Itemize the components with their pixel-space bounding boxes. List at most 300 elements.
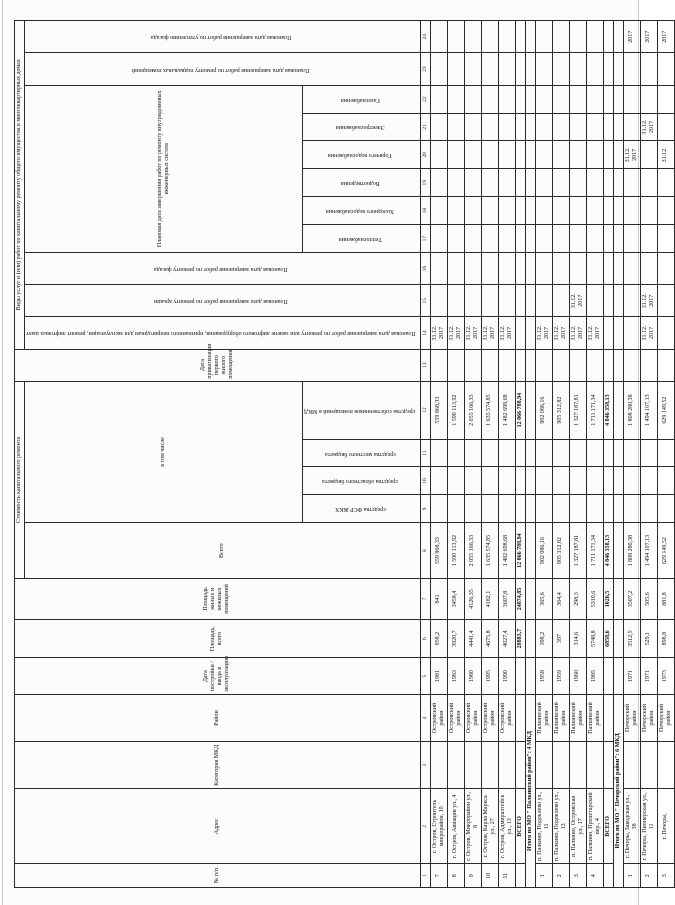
hot-water-date-cell: 31.12. [657,141,674,169]
section-blank-cell [613,169,623,197]
total-blank-cell [603,349,613,381]
lift-date-cell: 31.12. 2017 [535,317,552,349]
column-number: 5 [420,658,430,694]
cold-water-date-cell [535,197,552,225]
section-blank-cell [613,253,623,285]
basement-date-cell [498,53,515,85]
total-blank-cell [603,113,613,141]
section-blank-cell [525,169,535,197]
section-blank-cell [613,467,623,495]
scan-edge-left [2,0,3,905]
section-blank-cell [613,113,623,141]
category-cell [569,742,586,789]
privatization-date-cell [447,349,464,381]
section-blank-cell [525,53,535,85]
area-total-cell: 958,2 [430,619,447,658]
hot-water-date-cell [552,141,569,169]
section-title-row [525,21,535,888]
hot-water-date-cell [498,141,515,169]
privatization-date-cell [481,349,498,381]
drain-date-cell [640,169,657,197]
area-total-cell: 3512,5 [623,619,640,658]
column-numbers-row [420,21,430,888]
fsr-funds-cell [481,495,498,523]
section-blank-cell [613,285,623,317]
category-cell [430,742,447,789]
regional-funds-cell [623,467,640,495]
section-blank-cell [525,197,535,225]
section-blank-cell [613,53,623,85]
section-blank-cell [613,619,623,658]
heat-date-cell [447,225,464,253]
column-number: 18 [420,197,430,225]
cost-total-cell: 629 149,52 [657,523,674,579]
privatization-date-cell [657,349,674,381]
area-living-cell: 3607,8 [498,579,515,620]
row-number-cell: 3 [569,864,586,888]
heat-date-cell [498,225,515,253]
hot-water-date-cell [640,141,657,169]
district-cell: Островский район [447,694,464,741]
section-blank-cell [525,381,535,439]
total-blank-cell [515,285,525,317]
section-blank-cell [613,439,623,467]
cold-water-date-cell [481,197,498,225]
category-cell [552,742,569,789]
regional-funds-cell [447,467,464,495]
area-living-cell: 841 [430,579,447,620]
district-cell: Палкинский район [535,694,552,741]
cold-water-date-cell [657,197,674,225]
fsr-funds-cell [586,495,603,523]
column-number: 6 [420,619,430,658]
design-year-cell [464,21,481,53]
total-blank-cell [603,495,613,523]
lift-date-cell [623,317,640,349]
section-blank-cell [613,141,623,169]
hot-water-date-cell: 31.12. 2017 [623,141,640,169]
column-number: 4 [420,694,430,741]
section-blank-cell [525,141,535,169]
header-area-total: Площадь, всего [15,619,421,658]
header-address: Адрес [15,789,421,864]
total-blank-cell [515,53,525,85]
table-row [623,21,640,888]
local-funds-cell [657,439,674,467]
fsr-funds-cell [535,495,552,523]
owners-funds-cell: 1 808 280,38 [623,381,640,439]
address-cell: п. Палкино, Островская ул., 17 [569,789,586,864]
table-row [430,21,447,888]
area-living-cell: 505,6 [640,579,657,620]
total-blank-cell [515,317,525,349]
local-funds-cell [569,439,586,467]
heat-date-cell [535,225,552,253]
category-cell [464,742,481,789]
section-blank-cell [525,658,535,694]
electric-date-cell [447,113,464,141]
header-drain: Водоотведения [303,169,420,197]
drain-date-cell [552,169,569,197]
header-category: Категория МКД [15,742,421,789]
section-blank-cell [613,523,623,579]
column-number: 2 [420,789,430,864]
total-blank-cell [515,495,525,523]
lift-date-cell: 31.12. 2017 [481,317,498,349]
total-blank-cell [603,742,613,789]
header-district: Район [15,694,421,741]
hot-water-date-cell [481,141,498,169]
area-total-cell: 4675,8 [481,619,498,658]
total-blank-cell [603,439,613,467]
total-blank-cell [603,658,613,694]
year-built-cell: 1973 [657,658,674,694]
column-number: 14 [420,317,430,349]
heat-date-cell [464,225,481,253]
total-blank-cell [603,225,613,253]
address-cell: г. Остров, Авиации ул., 4 [447,789,464,864]
fsr-funds-cell [552,495,569,523]
section-blank-cell [613,495,623,523]
header-regional: средства областного бюджета [303,467,420,495]
fsr-funds-cell [430,495,447,523]
section-blank-cell [525,495,535,523]
regional-funds-cell [552,467,569,495]
area-living-cell: 364,4 [552,579,569,620]
roof-date-cell [481,285,498,317]
category-cell [498,742,515,789]
cost-total-cell: 1 635 574,85 [481,523,498,579]
regional-funds-cell [498,467,515,495]
facade-date-cell [430,253,447,285]
local-funds-cell [498,439,515,467]
year-built-cell: 1985 [586,658,603,694]
design-year-cell: 2017 [657,21,674,53]
roof-date-cell [498,285,515,317]
total-label: ВСЕГО [515,789,525,864]
header-row-1 [15,21,25,888]
regional-funds-cell [464,467,481,495]
address-cell: п. Палкино, Пролетарский пер., 4 [586,789,603,864]
owners-funds-cell: 1 711 171,34 [586,381,603,439]
column-number: 13 [420,349,430,381]
total-blank-cell [603,864,613,888]
owners-funds-cell: 905 312,82 [552,381,569,439]
gas-date-cell [430,85,447,113]
address-cell: п. Палкино, Подоклево ул., 11 [535,789,552,864]
lift-date-cell: 31.12. 2017 [447,317,464,349]
hot-water-date-cell [569,141,586,169]
row-number-cell: 1 [623,864,640,888]
address-cell: г. Остров, Адмиралтейск ул., 13 [498,789,515,864]
basement-date-cell [640,53,657,85]
gas-date-cell [498,85,515,113]
electric-date-cell [552,113,569,141]
year-built-cell: 1983 [447,658,464,694]
section-blank-cell [613,579,623,620]
regional-funds-cell [586,467,603,495]
row-number-cell: 2 [552,864,569,888]
column-number: 22 [420,85,430,113]
facade-date-cell [481,253,498,285]
local-funds-cell [640,439,657,467]
cold-water-date-cell [569,197,586,225]
district-cell: Островский район [498,694,515,741]
design-year-cell: 2017 [640,21,657,53]
regional-funds-cell [657,467,674,495]
section-blank-cell [525,439,535,467]
design-year-cell [535,21,552,53]
fsr-funds-cell [640,495,657,523]
header-total: Всего [25,523,421,579]
owners-funds-cell: 902 086,16 [535,381,552,439]
area-total-cell: 314,6 [569,619,586,658]
cost-total-cell: 2 055 166,33 [464,523,481,579]
row-number-cell: 7 [430,864,447,888]
drain-date-cell [447,169,464,197]
roof-date-cell [535,285,552,317]
total-area: 28883,7 [515,619,525,658]
facade-date-cell [464,253,481,285]
cold-water-date-cell [552,197,569,225]
lift-date-cell [657,317,674,349]
section-blank-cell [525,253,535,285]
gas-date-cell [657,85,674,113]
column-number: 3 [420,742,430,789]
area-total-cell: 898,8 [657,619,674,658]
district-cell: Печорский район [640,694,657,741]
header-gas: Газоснабжения [303,85,420,113]
total-blank-cell [515,169,525,197]
cost-total-cell: 1 327 187,81 [569,523,586,579]
area-total-cell: 3920,7 [447,619,464,658]
privatization-date-cell [430,349,447,381]
roof-date-cell: 31.12. 2017 [569,285,586,317]
column-number: 12 [420,381,430,439]
local-funds-cell [464,439,481,467]
privatization-date-cell [535,349,552,381]
header-insulation: Плановая дата завершения работ по утеплению фасада [25,21,421,53]
owners-funds-cell: 2 055 166,33 [464,381,481,439]
hot-water-date-cell [535,141,552,169]
cost-total-cell: 1 494 107,13 [640,523,657,579]
header-roof: Плановая дата завершения работ по ремонту крыши [25,285,421,317]
section-blank-cell [613,349,623,381]
roof-date-cell: 31.12. 2017 [640,285,657,317]
lift-date-cell: 31.12. 2017 [569,317,586,349]
header-local: средства местного бюджета [303,439,420,467]
drain-date-cell [430,169,447,197]
address-cell: г. Остров, Строитель микрорайон, 10 [430,789,447,864]
electric-date-cell [430,113,447,141]
section-blank-cell [613,85,623,113]
hot-water-date-cell [430,141,447,169]
total-blank-cell [603,467,613,495]
owners-funds-cell: 1 494 107,13 [640,381,657,439]
header-cost-group: Стоимость капитального ремонта [15,381,25,578]
privatization-date-cell [586,349,603,381]
basement-date-cell [481,53,498,85]
facade-date-cell [657,253,674,285]
row-number-cell: 1 [535,864,552,888]
total-blank-cell [515,113,525,141]
facade-date-cell [552,253,569,285]
year-built-cell: 1980 [464,658,481,694]
design-year-cell [447,21,464,53]
district-cell: Палкинский район [586,694,603,741]
hot-water-date-cell [464,141,481,169]
local-funds-cell [586,439,603,467]
privatization-date-cell [640,349,657,381]
column-number: 9 [420,495,430,523]
section-title: Итого по МО " Печорский район": 6 МКД [613,694,623,887]
total-blank-cell [603,694,613,741]
header-no: № п/п [15,864,421,888]
column-number: 17 [420,225,430,253]
total-area-living: 1026,5 [603,579,613,620]
cold-water-date-cell [586,197,603,225]
total-blank-cell [515,864,525,888]
header-incl-group: в том числе [25,381,303,523]
heat-date-cell [586,225,603,253]
basement-date-cell [623,53,640,85]
fsr-funds-cell [464,495,481,523]
header-year: Дата постройки / ввода в эксплуатацию [15,658,421,694]
district-cell: Островский район [464,694,481,741]
area-living-cell: 4126,35 [464,579,481,620]
header-systems-group: Плановая дата завершения работ по ремонту внутридомовых инженерных систем [25,85,303,252]
row-number-cell: 10 [481,864,498,888]
address-cell: п. Палкино, Подоклево ул., 13 [552,789,569,864]
section-blank-cell [613,658,623,694]
total-blank-cell [515,225,525,253]
regional-funds-cell [535,467,552,495]
total-cost: 12 066 788,94 [515,523,525,579]
regional-funds-cell [569,467,586,495]
table-row [640,21,657,888]
section-blank-cell [525,285,535,317]
table-row [535,21,552,888]
table-row [586,21,603,888]
local-funds-cell [535,439,552,467]
electric-date-cell [569,113,586,141]
address-cell: г. Остров, Микрорайон ул., 8 [464,789,481,864]
table-row [464,21,481,888]
cold-water-date-cell [498,197,515,225]
section-title-row [613,21,623,888]
roof-date-cell [430,285,447,317]
cost-total-cell: 1 482 698,68 [498,523,515,579]
category-cell [657,742,674,789]
basement-date-cell [464,53,481,85]
total-blank-cell [603,85,613,113]
cost-total-cell: 905 312,82 [552,523,569,579]
total-blank-cell [515,197,525,225]
category-cell [481,742,498,789]
design-year-cell [569,21,586,53]
category-cell [640,742,657,789]
category-cell [447,742,464,789]
lift-date-cell: 31.12. 2017 [586,317,603,349]
cost-total-cell: 1 711 171,34 [586,523,603,579]
header-elec: Электроснабжения [303,113,420,141]
area-total-cell: 397 [552,619,569,658]
area-total-cell: 529,1 [640,619,657,658]
district-cell: Палкинский район [552,694,569,741]
section-blank-cell [525,113,535,141]
area-living-cell: 298,3 [569,579,586,620]
area-living-cell: 5310,6 [586,579,603,620]
electric-date-cell [623,113,640,141]
year-built-cell: 1971 [640,658,657,694]
roof-date-cell [623,285,640,317]
design-year-cell [552,21,569,53]
area-total-cell: 4027,4 [498,619,515,658]
header-fsr: средства ФСР ЖКХ [303,495,420,523]
privatization-date-cell [498,349,515,381]
privatization-date-cell [569,349,586,381]
fsr-funds-cell [569,495,586,523]
district-cell: Островский район [481,694,498,741]
district-cell: Палкинский район [569,694,586,741]
year-built-cell: 1960 [569,658,586,694]
lift-date-cell: 31.12. 2017 [640,317,657,349]
section-blank-cell [613,317,623,349]
gas-date-cell [586,85,603,113]
cold-water-date-cell [464,197,481,225]
total-row [603,21,613,888]
local-funds-cell [447,439,464,467]
district-cell: Печорский район [657,694,674,741]
owners-funds-cell: 1 327 187,81 [569,381,586,439]
district-cell: Островский район [430,694,447,741]
heat-date-cell [481,225,498,253]
privatization-date-cell [623,349,640,381]
basement-date-cell [569,53,586,85]
facade-date-cell [640,253,657,285]
design-year-cell [498,21,515,53]
basement-date-cell [535,53,552,85]
table-row [447,21,464,888]
roof-date-cell [552,285,569,317]
cost-total-cell: 902 086,16 [535,523,552,579]
rotated-table-wrapper [14,20,672,888]
gas-date-cell [535,85,552,113]
section-blank-cell [613,197,623,225]
header-lift: Плановая дата завершения работ по ремонту или замене лифтового оборудования, признанного непригодным для эксплуатации, ремонт лифтовых шахт [25,317,421,349]
row-number-cell: 3 [657,864,674,888]
table-row [657,21,674,888]
privatization-date-cell [552,349,569,381]
header-basement: Плановая дата завершения работ по ремонту подвальных помещений [25,53,421,85]
drain-date-cell [481,169,498,197]
row-number-cell: 4 [586,864,603,888]
owners-funds-cell: 1 590 113,92 [447,381,464,439]
facade-date-cell [498,253,515,285]
facade-date-cell [586,253,603,285]
total-label: ВСЕГО [603,789,613,864]
section-blank-cell [525,225,535,253]
total-blank-cell [603,169,613,197]
address-cell: г. Печоры, Заводская ул., 38 [623,789,640,864]
basement-date-cell [447,53,464,85]
column-number: 23 [420,53,430,85]
total-area: 6858,6 [603,619,613,658]
owners-funds-cell: 629 149,52 [657,381,674,439]
total-blank-cell [515,253,525,285]
column-number: 20 [420,141,430,169]
gas-date-cell [623,85,640,113]
